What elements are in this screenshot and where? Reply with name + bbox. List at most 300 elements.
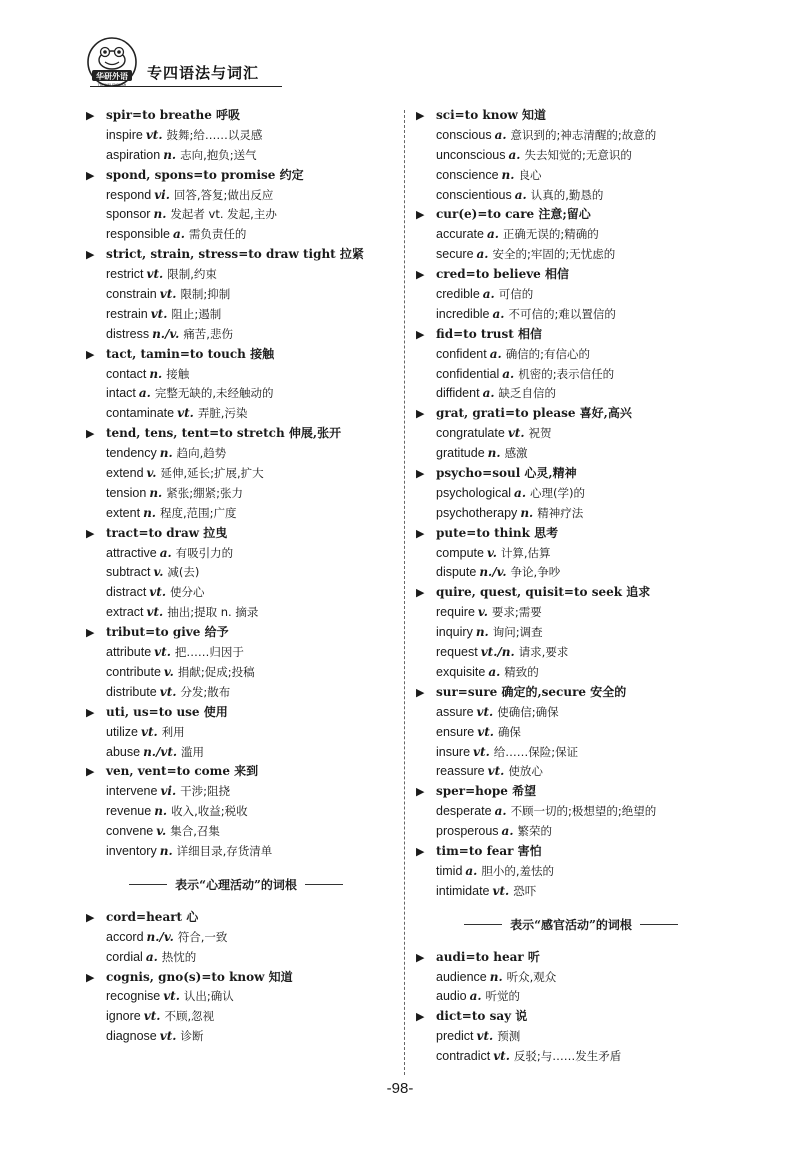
vocab-word: unconscious: [436, 147, 506, 162]
part-of-speech: a.: [469, 989, 482, 1004]
part-of-speech: vt.: [492, 883, 510, 898]
part-of-speech: vt.: [159, 684, 177, 699]
vocab-entry: [86, 146, 386, 166]
chinese-meaning: 集合,召集: [170, 824, 220, 839]
vocab-word: require: [436, 605, 475, 620]
vocab-word: convene: [106, 824, 154, 839]
vocab-entry: [86, 305, 386, 325]
vocab-entry: [416, 345, 726, 365]
vocab-entry: [86, 325, 386, 345]
part-of-speech: n.: [159, 843, 173, 858]
part-of-speech: vt.: [177, 406, 194, 421]
vocab-entry: [416, 1027, 726, 1047]
vocab-word: extend: [106, 466, 144, 481]
left-column: [86, 106, 386, 1047]
right-column: [416, 106, 726, 1067]
chinese-meaning: 阻止;遏制: [171, 306, 222, 321]
part-of-speech: a.: [145, 949, 158, 964]
chinese-meaning: 机密的;表示信任的: [518, 366, 615, 381]
part-of-speech: vt.: [493, 1049, 510, 1064]
vocab-entry: [416, 987, 726, 1007]
section-heading: [416, 902, 726, 948]
vocab-word: prosperous: [436, 824, 499, 839]
chinese-meaning: 不顾,忽视: [164, 1009, 215, 1024]
chinese-meaning: 给……保险;保证: [493, 744, 579, 759]
chinese-meaning: 可信的: [498, 287, 534, 302]
chinese-meaning: 繁荣的: [517, 824, 552, 839]
part-of-speech: n./v.: [152, 326, 180, 341]
part-of-speech: a.: [159, 545, 172, 560]
chinese-meaning: 缺乏自信的: [498, 386, 557, 401]
word-root-heading: ▶ sur=sure 确定的,secure 安全的: [416, 683, 726, 703]
vocab-word: intimidate: [436, 883, 490, 898]
chinese-meaning: 反驳;与……发生矛盾: [513, 1049, 622, 1064]
column-divider: [404, 110, 405, 1075]
part-of-speech: a.: [138, 386, 151, 401]
vocab-word: responsible: [106, 227, 170, 242]
vocab-entry: [416, 563, 726, 583]
vocab-entry: [86, 948, 386, 968]
vocab-word: conscious: [436, 127, 492, 142]
chinese-meaning: 失去知觉的;无意识的: [524, 147, 632, 162]
vocab-entry: [416, 484, 726, 504]
word-root-heading: ▶ ven, vent=to come 来到: [86, 762, 386, 782]
chinese-meaning: 使确信;确保: [497, 704, 559, 719]
word-root-heading: ▶ tract=to draw 拉曳: [86, 524, 386, 544]
word-root-heading: ▶ cognis, gno(s)=to know 知道: [86, 968, 386, 988]
chinese-meaning: 认出;确认: [183, 989, 234, 1004]
section-title: 表示“感官活动”的词根: [510, 918, 632, 933]
vocab-word: ensure: [436, 724, 475, 739]
svg-text:华研外语: 华研外语: [96, 72, 128, 81]
part-of-speech: a.: [508, 147, 521, 162]
vocab-word: contradict: [436, 1049, 491, 1064]
vocab-word: attractive: [106, 545, 157, 560]
chinese-meaning: 限制;抑制: [180, 287, 231, 302]
word-root-heading: ▶ pute=to think 思考: [416, 524, 726, 544]
part-of-speech: vt.: [476, 1029, 494, 1044]
vocab-entry: [86, 464, 386, 484]
word-root-heading: ▶ cur(e)=to care 注意;留心: [416, 205, 726, 225]
word-root-heading: ▶ dict=to say 说: [416, 1007, 726, 1027]
part-of-speech: n.: [475, 625, 489, 640]
vocab-entry: [416, 544, 726, 564]
part-of-speech: n.: [501, 167, 515, 182]
word-root-heading: ▶ quire, quest, quisit=to seek 追求: [416, 583, 726, 603]
chinese-meaning: 热忱的: [161, 949, 197, 964]
chinese-meaning: 程度,范围;广度: [159, 505, 237, 520]
vocab-entry: [86, 444, 386, 464]
chinese-meaning: 使放心: [508, 764, 543, 779]
part-of-speech: a.: [172, 227, 185, 242]
vocab-word: confidential: [436, 366, 500, 381]
vocab-entry: [416, 743, 726, 763]
word-root-heading: ▶ tend, tens, tent=to stretch 伸展,张开: [86, 424, 386, 444]
vocab-entry: [86, 987, 386, 1007]
chinese-meaning: 延伸,延长;扩展,扩大: [160, 466, 264, 481]
part-of-speech: a.: [514, 485, 526, 500]
vocab-entry: [86, 683, 386, 703]
vocab-entry: [86, 205, 386, 225]
chinese-meaning: 利用: [161, 724, 185, 739]
vocab-entry: [86, 822, 386, 842]
vocab-word: contaminate: [106, 406, 175, 421]
chinese-meaning: 不可信的;难以置信的: [508, 306, 616, 321]
chinese-meaning: 要求;需要: [491, 605, 542, 620]
part-of-speech: n.: [163, 147, 177, 162]
part-of-speech: vt.: [163, 989, 180, 1004]
chinese-meaning: 有吸引力的: [175, 545, 234, 560]
part-of-speech: vt.: [150, 306, 168, 321]
vocab-entry: [86, 603, 386, 623]
word-root-heading: ▶ spond, spons=to promise 约定: [86, 166, 386, 186]
vocab-word: inspire: [106, 127, 143, 142]
part-of-speech: vt.: [507, 426, 525, 441]
vocab-word: conscience: [436, 167, 499, 182]
part-of-speech: vt.: [146, 267, 164, 282]
chinese-meaning: 确保: [497, 724, 521, 739]
vocab-entry: [416, 285, 726, 305]
vocab-entry: [416, 862, 726, 882]
part-of-speech: vt.: [159, 287, 177, 302]
chinese-meaning: 诊断: [180, 1029, 204, 1044]
vocab-entry: [416, 504, 726, 524]
chinese-meaning: 确信的;有信心的: [505, 346, 591, 361]
header-rule: [90, 86, 282, 87]
word-root-heading: ▶ cred=to believe 相信: [416, 265, 726, 285]
section-rule-left: [464, 924, 502, 925]
chinese-meaning: 认真的,勤恳的: [530, 187, 604, 202]
part-of-speech: a.: [514, 187, 527, 202]
word-root-heading: ▶ tribut=to give 给予: [86, 623, 386, 643]
chinese-meaning: 争论,争吵: [510, 565, 561, 580]
vocab-word: audio: [436, 989, 467, 1004]
vocab-word: intervene: [106, 784, 158, 799]
vocab-word: reassure: [436, 764, 485, 779]
part-of-speech: n./v.: [146, 929, 174, 944]
part-of-speech: a.: [482, 287, 495, 302]
chinese-meaning: 意识到的;神志清醒的;故意的: [510, 127, 657, 142]
chinese-meaning: 接触: [166, 366, 190, 381]
vocab-entry: [416, 762, 726, 782]
chinese-meaning: 鼓舞;给……以灵感: [166, 127, 263, 142]
word-root-heading: ▶ tact, tamin=to touch 接触: [86, 345, 386, 365]
page-number: -98-: [386, 1080, 414, 1097]
part-of-speech: v.: [153, 565, 164, 580]
part-of-speech: a.: [482, 386, 495, 401]
vocab-entry: [416, 444, 726, 464]
vocab-word: extract: [106, 605, 144, 620]
chinese-meaning: 需负责任的: [188, 227, 247, 242]
section-title: 表示“心理活动”的词根: [175, 878, 297, 893]
vocab-entry: [416, 882, 726, 902]
vocab-word: recognise: [106, 989, 161, 1004]
vocab-word: restrain: [106, 306, 148, 321]
chinese-meaning: 捐献;促成;投稿: [177, 664, 255, 679]
part-of-speech: v.: [477, 605, 488, 620]
part-of-speech: vt.: [145, 127, 163, 142]
chinese-meaning: 计算,估算: [500, 545, 551, 560]
part-of-speech: v.: [163, 664, 174, 679]
vocab-word: contact: [106, 366, 147, 381]
vocab-word: respond: [106, 187, 152, 202]
part-of-speech: v.: [156, 824, 167, 839]
vocab-word: constrain: [106, 287, 157, 302]
chinese-meaning: 分发;散布: [180, 684, 231, 699]
vocab-word: aspiration: [106, 147, 161, 162]
word-root-heading: ▶ uti, us=to use 使用: [86, 703, 386, 723]
vocab-entry: [86, 743, 386, 763]
vocab-entry: [86, 265, 386, 285]
vocab-word: extent: [106, 505, 141, 520]
part-of-speech: vt.: [140, 724, 158, 739]
part-of-speech: n.: [149, 366, 163, 381]
chinese-meaning: 志向,抱负;送气: [180, 147, 257, 162]
vocab-entry: [416, 384, 726, 404]
word-root-heading: ▶ psycho=soul 心灵,精神: [416, 464, 726, 484]
vocab-entry: [86, 404, 386, 424]
part-of-speech: a.: [492, 306, 505, 321]
vocab-word: accurate: [436, 227, 484, 242]
vocab-word: diagnose: [106, 1029, 157, 1044]
part-of-speech: vt.: [487, 764, 505, 779]
vocab-word: desperate: [436, 804, 492, 819]
vocab-word: abuse: [106, 744, 141, 759]
vocab-word: distribute: [106, 684, 157, 699]
vocab-entry: [416, 968, 726, 988]
vocab-word: incredible: [436, 306, 490, 321]
vocab-word: distract: [106, 585, 147, 600]
vocab-word: contribute: [106, 664, 161, 679]
part-of-speech: v.: [146, 466, 157, 481]
vocab-word: restrict: [106, 267, 144, 282]
chinese-meaning: 紧张;绷紧;张力: [166, 485, 243, 500]
vocab-entry: [416, 245, 726, 265]
vocab-entry: [86, 928, 386, 948]
part-of-speech: n.: [143, 505, 156, 520]
vocab-word: tendency: [106, 446, 157, 461]
part-of-speech: v.: [486, 545, 497, 560]
vocab-word: accord: [106, 929, 144, 944]
vocab-word: timid: [436, 863, 463, 878]
chinese-meaning: 滥用: [181, 744, 205, 759]
word-root-heading: ▶ sci=to know 知道: [416, 106, 726, 126]
vocab-entry: [416, 703, 726, 723]
part-of-speech: n./v.: [479, 565, 507, 580]
chinese-meaning: 减(去): [167, 565, 200, 580]
word-root-heading: ▶ sper=hope 希望: [416, 782, 726, 802]
vocab-entry: [86, 583, 386, 603]
vocab-word: credible: [436, 287, 480, 302]
vocab-word: sponsor: [106, 207, 151, 222]
vocab-entry: [86, 186, 386, 206]
vocab-entry: [416, 643, 726, 663]
part-of-speech: n./vt.: [143, 744, 178, 759]
word-root-heading: ▶ spir=to breathe 呼吸: [86, 106, 386, 126]
part-of-speech: a.: [494, 804, 507, 819]
vocab-entry: [86, 1027, 386, 1047]
word-root-heading: ▶ fid=to trust 相信: [416, 325, 726, 345]
section-rule-right: [640, 924, 678, 925]
vocab-entry: [86, 802, 386, 822]
word-root-heading: ▶ strict, strain, stress=to draw tight 拉紧: [86, 245, 386, 265]
vocab-word: inventory: [106, 843, 157, 858]
chinese-meaning: 不顾一切的;极想望的;绝望的: [510, 804, 657, 819]
part-of-speech: a.: [494, 127, 507, 142]
chinese-meaning: 正确无误的;精确的: [502, 227, 599, 242]
vocab-entry: [86, 504, 386, 524]
part-of-speech: n.: [520, 505, 534, 520]
vocab-word: subtract: [106, 565, 151, 580]
part-of-speech: a.: [465, 863, 478, 878]
vocab-word: psychological: [436, 485, 512, 500]
vocab-word: assure: [436, 704, 474, 719]
vocab-word: diffident: [436, 386, 480, 401]
frog-logo-icon: [86, 36, 138, 88]
part-of-speech: vt.: [146, 605, 164, 620]
word-root-heading: ▶ cord=heart 心: [86, 908, 386, 928]
chinese-meaning: 请求,要求: [518, 645, 569, 660]
vocab-word: dispute: [436, 565, 477, 580]
part-of-speech: a.: [476, 247, 489, 262]
vocab-entry: [416, 166, 726, 186]
vocab-word: congratulate: [436, 426, 505, 441]
vocab-word: revenue: [106, 804, 152, 819]
chinese-meaning: 符合,一致: [177, 929, 228, 944]
vocab-entry: [416, 186, 726, 206]
part-of-speech: vi.: [160, 784, 177, 799]
vocab-entry: [86, 782, 386, 802]
chinese-meaning: 弄脏,污染: [197, 406, 248, 421]
vocab-word: gratitude: [436, 446, 485, 461]
vocab-word: predict: [436, 1029, 474, 1044]
chinese-meaning: 良心: [518, 167, 542, 182]
section-rule-left: [129, 884, 167, 885]
vocab-word: tension: [106, 485, 147, 500]
part-of-speech: vt.: [476, 704, 494, 719]
page-header: [86, 36, 286, 92]
vocab-word: intact: [106, 386, 136, 401]
vocab-entry: [416, 365, 726, 385]
chinese-meaning: 回答,答复;做出反应: [173, 187, 274, 202]
word-root-heading: ▶ tim=to fear 害怕: [416, 842, 726, 862]
vocab-entry: [416, 663, 726, 683]
part-of-speech: vt.: [149, 585, 166, 600]
vocab-entry: [86, 484, 386, 504]
vocab-word: distress: [106, 326, 150, 341]
vocab-word: insure: [436, 744, 471, 759]
word-root-heading: ▶ audi=to hear 听: [416, 948, 726, 968]
vocab-word: cordial: [106, 949, 143, 964]
part-of-speech: n.: [153, 207, 167, 222]
vocab-word: audience: [436, 969, 487, 984]
chinese-meaning: 听觉的: [485, 989, 521, 1004]
chinese-meaning: 精神疗法: [537, 505, 584, 520]
chinese-meaning: 感激: [504, 446, 528, 461]
vocab-entry: [416, 822, 726, 842]
part-of-speech: n.: [487, 446, 501, 461]
vocab-word: attribute: [106, 645, 152, 660]
chinese-meaning: 痛苦,悲伤: [183, 326, 233, 341]
part-of-speech: vt./n.: [480, 645, 515, 660]
svg-text:TOPWAY ENGLISH: TOPWAY ENGLISH: [97, 83, 127, 87]
chinese-meaning: 详细目录,存货清单: [176, 843, 273, 858]
vocab-word: compute: [436, 545, 484, 560]
vocab-word: inquiry: [436, 625, 473, 640]
part-of-speech: a.: [501, 824, 514, 839]
chinese-meaning: 安全的;牢固的;无忧虑的: [492, 247, 616, 262]
vocab-entry: [416, 802, 726, 822]
vocab-word: psychotherapy: [436, 505, 518, 520]
part-of-speech: vt.: [154, 645, 171, 660]
vocab-entry: [86, 723, 386, 743]
part-of-speech: vt.: [473, 744, 490, 759]
chinese-meaning: 使分心: [170, 585, 205, 600]
vocab-word: ignore: [106, 1009, 141, 1024]
part-of-speech: n.: [159, 446, 173, 461]
part-of-speech: n.: [154, 804, 168, 819]
chinese-meaning: 胆小的,羞怯的: [481, 863, 555, 878]
section-rule-right: [305, 884, 343, 885]
part-of-speech: vt.: [143, 1009, 161, 1024]
vocab-entry: [86, 1007, 386, 1027]
vocab-entry: [416, 1047, 726, 1067]
vocab-entry: [86, 384, 386, 404]
vocab-entry: [416, 146, 726, 166]
vocab-entry: [86, 544, 386, 564]
part-of-speech: n.: [489, 969, 503, 984]
vocab-entry: [416, 305, 726, 325]
vocab-word: secure: [436, 247, 474, 262]
chinese-meaning: 询问;调查: [492, 625, 543, 640]
vocab-entry: [86, 842, 386, 862]
part-of-speech: a.: [488, 664, 501, 679]
part-of-speech: a.: [489, 346, 502, 361]
chinese-meaning: 祝贺: [528, 426, 552, 441]
vocab-entry: [416, 723, 726, 743]
vocab-word: request: [436, 645, 478, 660]
chinese-meaning: 听众,观众: [506, 969, 557, 984]
vocab-entry: [416, 126, 726, 146]
vocab-word: conscientious: [436, 187, 512, 202]
vocab-word: utilize: [106, 724, 138, 739]
part-of-speech: n.: [149, 485, 163, 500]
vocab-entry: [86, 285, 386, 305]
vocab-entry: [86, 225, 386, 245]
chinese-meaning: 发起者 vt. 发起,主办: [170, 207, 277, 222]
vocab-entry: [416, 424, 726, 444]
vocab-entry: [86, 643, 386, 663]
chinese-meaning: 限制,约束: [167, 267, 217, 282]
vocab-entry: [86, 126, 386, 146]
vocab-entry: [416, 623, 726, 643]
part-of-speech: vt.: [477, 724, 494, 739]
chinese-meaning: 收入,收益;税收: [171, 804, 248, 819]
vocab-word: confident: [436, 346, 487, 361]
chinese-meaning: 趋向,趋势: [176, 446, 227, 461]
chinese-meaning: 干涉;阻挠: [180, 784, 231, 799]
header-title: 专四语法与词汇: [147, 64, 260, 82]
vocab-entry: [86, 365, 386, 385]
chinese-meaning: 把……归因于: [174, 645, 244, 660]
vocab-entry: [86, 563, 386, 583]
part-of-speech: vi.: [154, 187, 170, 202]
chinese-meaning: 抽出;提取 n. 摘录: [167, 605, 259, 620]
part-of-speech: a.: [502, 366, 515, 381]
chinese-meaning: 完整无缺的,未经触动的: [154, 386, 274, 401]
chinese-meaning: 预测: [497, 1029, 521, 1044]
vocab-word: exquisite: [436, 664, 486, 679]
